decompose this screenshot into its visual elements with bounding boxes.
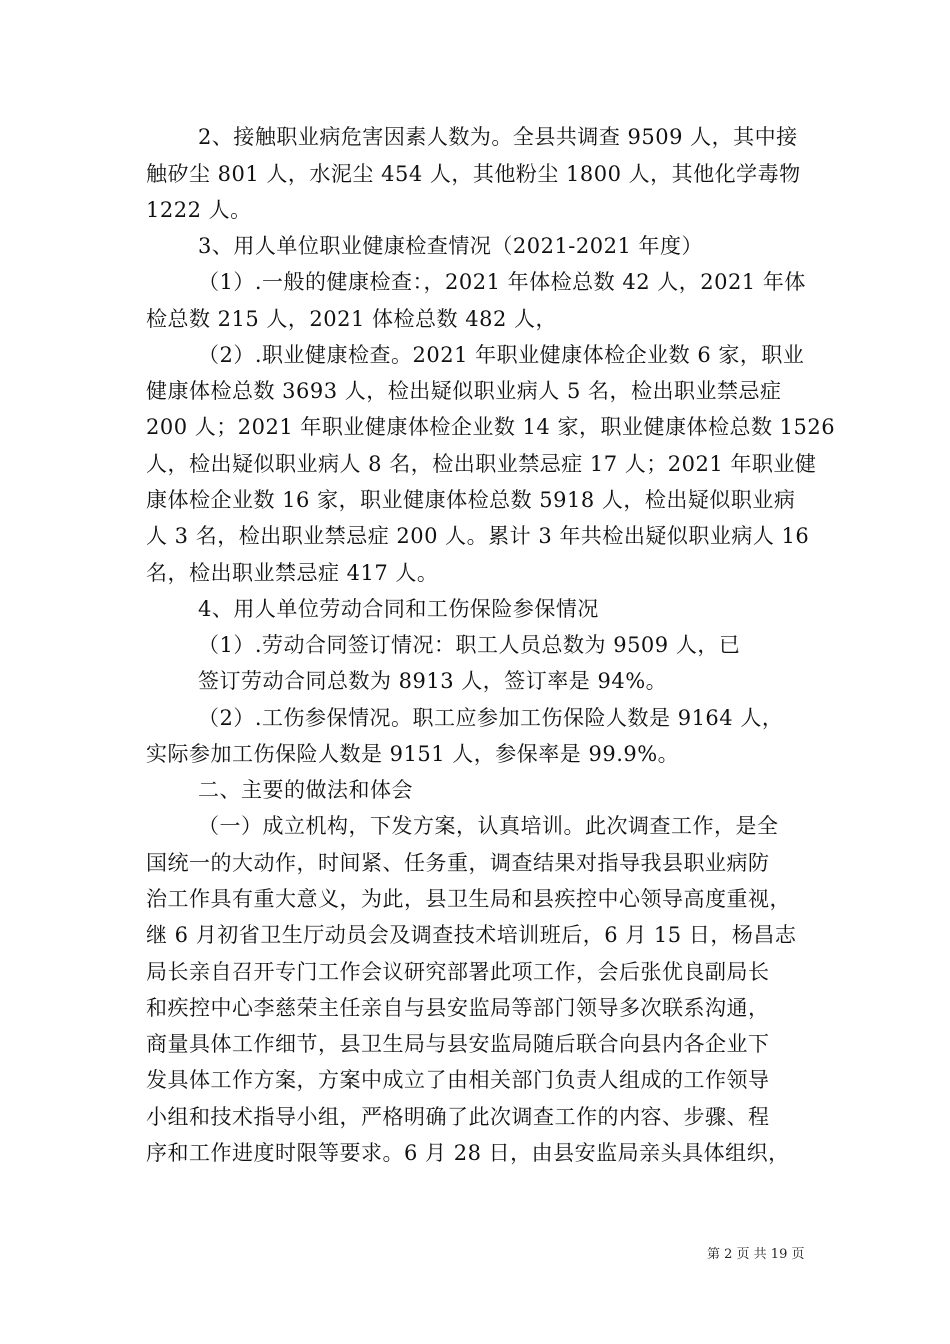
text-line: 康体检企业数 16 家，职业健康体检总数 5918 人，检出疑似职业病 [146,488,796,512]
text-line: （2）.工伤参保情况。职工应参加工伤保险人数是 9164 人， [198,706,784,730]
text-line: 小组和技术指导小组，严格明确了此次调查工作的内容、步骤、程 [146,1105,770,1129]
text-line: （1）.劳动合同签订情况：职工人员总数为 9509 人，已 [198,633,741,657]
text-line: 检总数 215 人，2021 体检总数 482 人， [146,307,557,331]
text-line: （一）成立机构，下发方案，认真培训。此次调查工作，是全 [198,814,779,838]
text-line: 商量具体工作细节，县卫生局与县安监局随后联合向县内各企业下 [146,1032,770,1056]
text-line: 继 6 月初省卫生厅动员会及调查技术培训班后，6 月 15 日，杨昌志 [146,923,797,947]
text-line: 人，检出疑似职业病人 8 名，检出职业禁忌症 17 人；2021 年职业健 [146,452,817,476]
text-line: 签订劳动合同总数为 8913 人，签订率是 94%。 [198,669,668,693]
section-heading: 二、主要的做法和体会 [198,778,413,802]
text-line: 国统一的大动作，时间紧、任务重，调查结果对指导我县职业病防 [146,851,770,875]
text-line: （1）.一般的健康检查：，2021 年体检总数 42 人，2021 年体 [198,270,806,294]
text-line: 1222 人。 [146,198,252,222]
text-line: 发具体工作方案，方案中成立了由相关部门负责人组成的工作领导 [146,1068,770,1092]
text-line: 3、用人单位职业健康检查情况（2021-2021 年度） [198,234,704,258]
text-line: 200 人；2021 年职业健康体检企业数 14 家，职业健康体检总数 1526 [146,415,836,439]
text-line: 实际参加工伤保险人数是 9151 人，参保率是 99.9%。 [146,742,680,766]
text-line: 人 3 名，检出职业禁忌症 200 人。累计 3 年共检出疑似职业病人 16 [146,524,810,548]
page-number-footer: 第 2 页 共 19 页 [707,1247,805,1262]
text-line: 健康体检总数 3693 人，检出疑似职业病人 5 名，检出职业禁忌症 [146,379,782,403]
text-line: 名，检出职业禁忌症 417 人。 [146,561,439,585]
text-line: 4、用人单位劳动合同和工伤保险参保情况 [198,597,599,621]
text-line: 和疾控中心李慈荣主任亲自与县安监局等部门领导多次联系沟通， [146,996,770,1020]
text-line: （2）.职业健康检查。2021 年职业健康体检企业数 6 家，职业 [198,343,805,367]
text-line: 序和工作进度时限等要求。6 月 28 日，由县安监局亲头具体组织， [146,1141,790,1165]
text-line: 触矽尘 801 人，水泥尘 454 人，其他粉尘 1800 人，其他化学毒物 [146,162,801,186]
text-line: 治工作具有重大意义，为此，县卫生局和县疾控中心领导高度重视， [146,887,791,911]
text-line: 局长亲自召开专门工作会议研究部署此项工作，会后张优良副局长 [146,960,770,984]
text-line: 2、接触职业病危害因素人数为。全县共调查 9509 人，其中接 [198,125,798,149]
